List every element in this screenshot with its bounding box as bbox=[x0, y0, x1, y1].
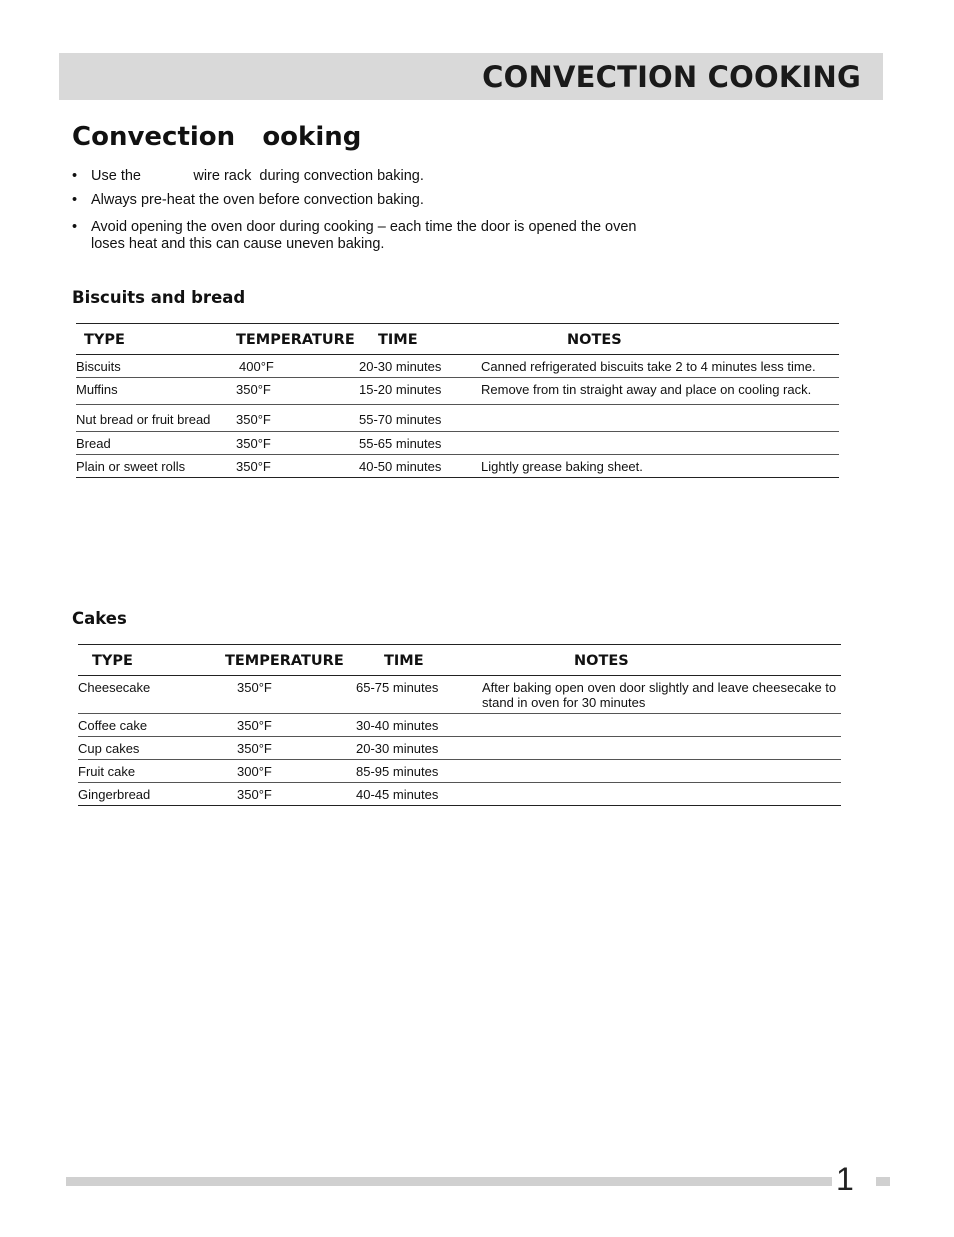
page-title: Convection ooking bbox=[72, 122, 362, 152]
cell-time: 55-65 minutes bbox=[359, 436, 442, 451]
cell-type: Bread bbox=[76, 436, 111, 451]
cell-time: 85-95 minutes bbox=[356, 764, 439, 779]
cell-notes bbox=[481, 432, 839, 455]
cell-type: Nut bread or fruit bread bbox=[76, 412, 211, 427]
cell-temperature: 300°F bbox=[237, 764, 272, 779]
table-row bbox=[78, 714, 841, 737]
cell-notes bbox=[482, 737, 841, 760]
cell-time: 40-50 minutes bbox=[359, 459, 442, 474]
cell-type: Coffee cake bbox=[78, 718, 148, 733]
cell-notes bbox=[481, 405, 839, 432]
cell-type: Cheesecake bbox=[78, 680, 151, 695]
cell-notes: After baking open oven door slightly and leave cheesecake to stand in oven for 30 minutes bbox=[482, 680, 837, 710]
cell-notes bbox=[482, 783, 841, 806]
cell-type: Cup cakes bbox=[78, 741, 140, 756]
header-temperature: TEMPERATURE bbox=[236, 332, 355, 348]
table-header-row bbox=[76, 324, 839, 355]
banner-title: CONVECTION COOKING bbox=[482, 60, 861, 94]
cell-notes bbox=[482, 760, 841, 783]
section-title-biscuits: Biscuits and bread bbox=[72, 288, 246, 307]
table-row bbox=[76, 405, 839, 432]
cell-temperature: 350°F bbox=[236, 436, 271, 451]
header-temperature: TEMPERATURE bbox=[225, 653, 344, 669]
header-notes: NOTES bbox=[574, 653, 629, 669]
footer-bar bbox=[66, 1177, 890, 1186]
cell-type: Plain or sweet rolls bbox=[76, 459, 186, 474]
cell-notes: Remove from tin straight away and place on cooling rack. bbox=[481, 382, 812, 397]
cell-temperature: 350°F bbox=[236, 412, 271, 427]
cell-temperature: 350°F bbox=[237, 718, 272, 733]
cell-notes bbox=[482, 714, 841, 737]
table-row bbox=[76, 432, 839, 455]
cell-time: 40-45 minutes bbox=[356, 787, 439, 802]
tips-list bbox=[72, 168, 672, 260]
cell-temperature: 350°F bbox=[236, 459, 271, 474]
tip-item: • Always pre-heat the oven before convection baking. bbox=[72, 192, 672, 209]
cell-temperature: 350°F bbox=[237, 787, 272, 802]
cell-type: Fruit cake bbox=[78, 764, 136, 779]
table-row bbox=[76, 355, 839, 378]
table-row bbox=[78, 676, 841, 714]
header-time: TIME bbox=[384, 653, 424, 669]
cell-temperature: 350°F bbox=[237, 680, 272, 695]
table-row bbox=[78, 783, 841, 806]
cell-time: 30-40 minutes bbox=[356, 718, 439, 733]
cell-time: 15-20 minutes bbox=[359, 382, 442, 397]
cell-temperature: 350°F bbox=[236, 382, 271, 397]
header-banner bbox=[59, 53, 883, 100]
table-row bbox=[78, 737, 841, 760]
header-time: TIME bbox=[378, 332, 418, 348]
tip-item: • Avoid opening the oven door during cooking – each time the door is opened the oven loses heat and this can cause uneven baking. bbox=[72, 219, 672, 253]
cell-notes: Lightly grease baking sheet. bbox=[481, 459, 643, 474]
cell-temperature: 400°F bbox=[239, 359, 274, 374]
biscuits-table bbox=[76, 323, 839, 478]
page-number: 1 bbox=[832, 1160, 876, 1198]
cell-type: Biscuits bbox=[76, 359, 121, 374]
table-row bbox=[76, 378, 839, 405]
table-header-row bbox=[78, 645, 841, 676]
section-title-cakes: Cakes bbox=[72, 609, 127, 628]
cell-type: Muffins bbox=[76, 382, 118, 397]
tip-item: • Use the wire rack during convection baking. bbox=[72, 168, 672, 185]
header-type: TYPE bbox=[92, 653, 133, 669]
table-row bbox=[78, 760, 841, 783]
cell-time: 55-70 minutes bbox=[359, 412, 442, 427]
cell-temperature: 350°F bbox=[237, 741, 272, 756]
cell-time: 65-75 minutes bbox=[356, 680, 439, 695]
table-row bbox=[76, 455, 839, 478]
cell-type: Gingerbread bbox=[78, 787, 151, 802]
header-notes: NOTES bbox=[567, 332, 622, 348]
cell-notes: Canned refrigerated biscuits take 2 to 4 minutes less time. bbox=[481, 359, 816, 374]
cell-time: 20-30 minutes bbox=[359, 359, 442, 374]
header-type: TYPE bbox=[84, 332, 125, 348]
cakes-table bbox=[78, 644, 841, 806]
cell-time: 20-30 minutes bbox=[356, 741, 439, 756]
